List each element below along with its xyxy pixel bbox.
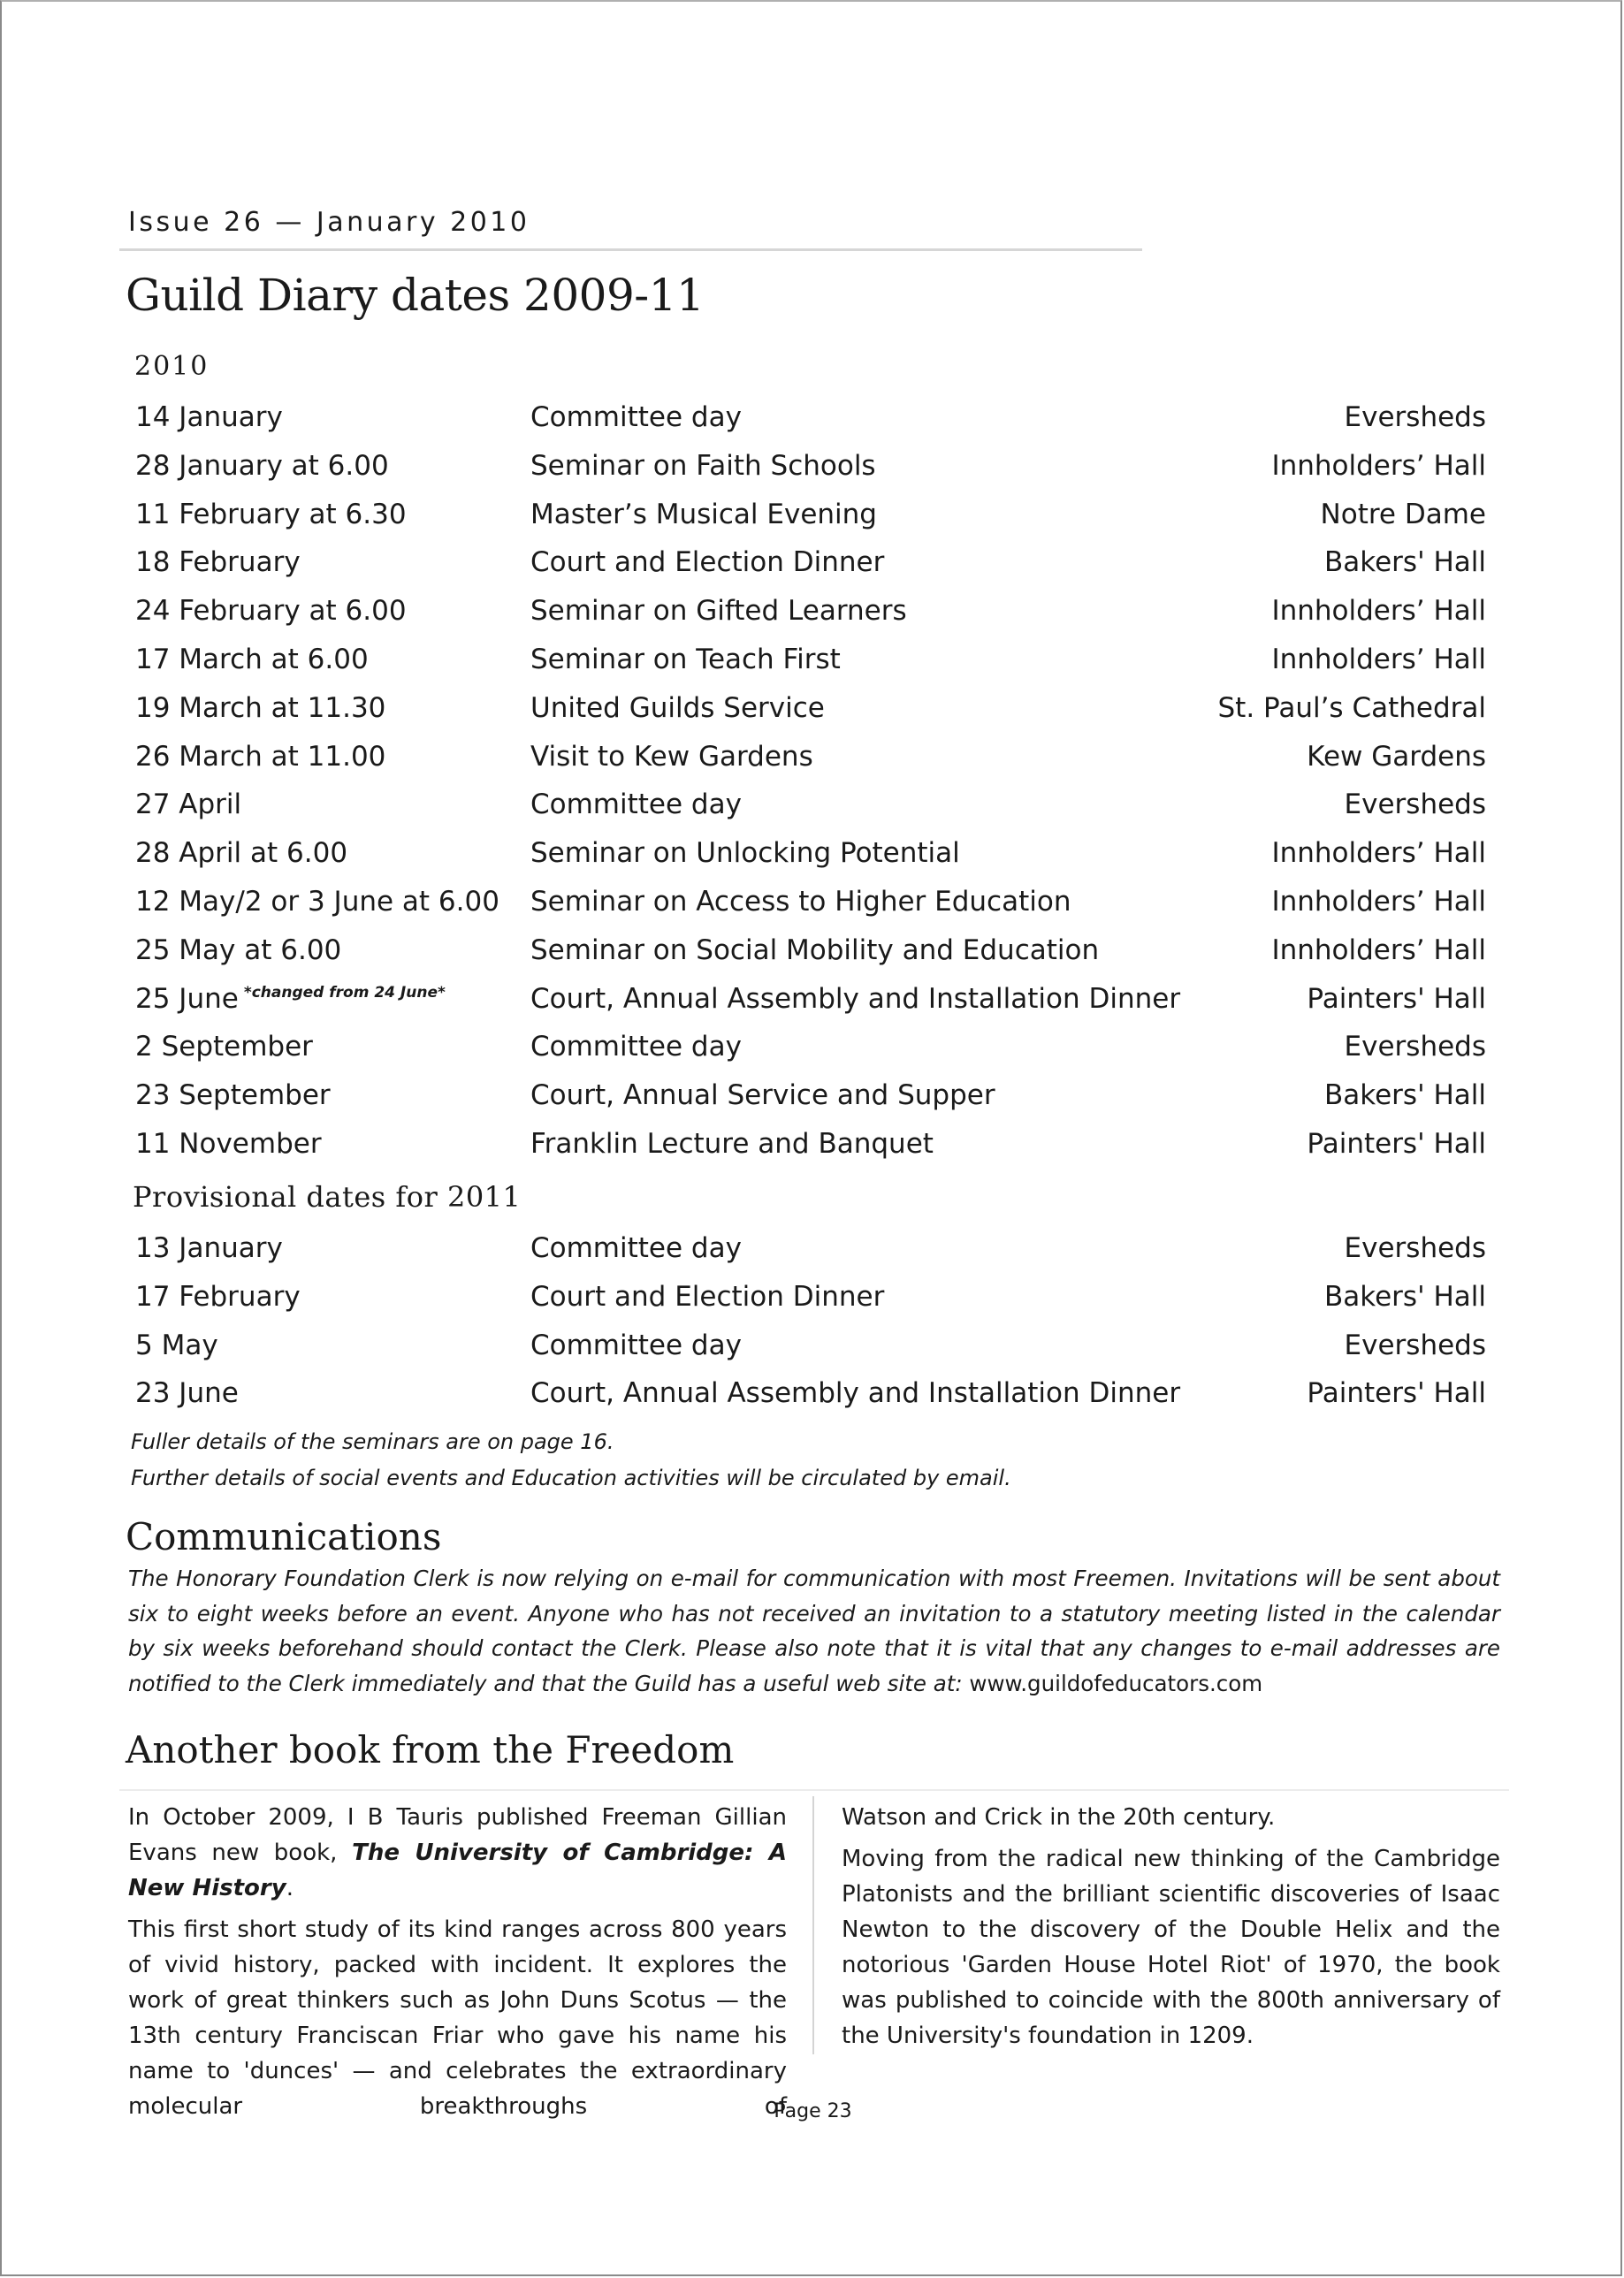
event-row <box>2 495 1624 530</box>
event-name: Seminar on Social Mobility and Education <box>530 933 1100 966</box>
event-name: Committee day <box>530 1329 742 1361</box>
event-name: Court and Election Dinner <box>530 546 885 579</box>
page-number: Page 23 <box>774 2100 852 2122</box>
event-venue: Bakers' Hall <box>1324 546 1486 579</box>
event-venue: Innholders’ Hall <box>1271 595 1486 628</box>
event-venue: Eversheds <box>1344 789 1486 821</box>
event-venue: Innholders’ Hall <box>1271 644 1486 675</box>
event-venue: Innholders’ Hall <box>1271 449 1486 482</box>
event-name: United Guilds Service <box>530 691 825 724</box>
event-venue: Painters' Hall <box>1307 1377 1486 1410</box>
diary-title: Guild Diary dates 2009-11 <box>126 270 705 321</box>
event-row <box>2 689 1624 724</box>
event-venue: Painters' Hall <box>1307 1128 1486 1160</box>
footnote-seminars: Fuller details of the seminars are on page 16. <box>131 1429 614 1454</box>
event-row <box>2 1277 1624 1313</box>
event-name: Seminar on Teach First <box>530 644 841 675</box>
date-change-note: *changed from 24 June* <box>243 983 446 1002</box>
event-name: Master’s Musical Evening <box>530 498 877 530</box>
event-row <box>2 543 1624 578</box>
event-venue: Eversheds <box>1344 1232 1486 1264</box>
event-venue: Notre Dame <box>1320 498 1486 530</box>
event-name: Seminar on Access to Higher Education <box>530 886 1071 918</box>
event-row <box>2 1374 1624 1409</box>
event-date: 28 April at 6.00 <box>135 837 348 870</box>
book-paragraph-2-continued: Watson and Crick in the 20th century. <box>842 1804 1276 1831</box>
event-date: 25 June $^{*changed from 24 June*}$ <box>135 982 446 1015</box>
event-name: Committee day <box>530 401 742 433</box>
event-date: 13 January <box>135 1232 283 1264</box>
event-date: 23 September <box>135 1079 331 1112</box>
event-name: Seminar on Faith Schools <box>530 449 876 482</box>
year-2010-heading: 2010 <box>134 351 210 382</box>
event-date: 28 January at 6.00 <box>135 449 389 482</box>
event-venue: Eversheds <box>1344 1031 1486 1063</box>
event-venue: Innholders’ Hall <box>1271 837 1486 870</box>
event-name: Seminar on Unlocking Potential <box>530 837 960 870</box>
event-date: 11 November <box>135 1128 322 1160</box>
communications-heading: Communications <box>126 1515 442 1558</box>
event-name: Court, Annual Assembly and Installation Dinner <box>530 1377 1181 1410</box>
event-row <box>2 834 1624 869</box>
event-date: 24 February at 6.00 <box>135 595 407 628</box>
event-date: 25 May at 6.00 <box>135 933 342 966</box>
event-venue: Innholders’ Hall <box>1271 933 1486 966</box>
website-link[interactable]: www.guildofeducators.com <box>969 1670 1263 1696</box>
event-date: 11 February at 6.30 <box>135 498 407 530</box>
book-section-rule <box>119 1789 1509 1791</box>
event-name: Franklin Lecture and Banquet <box>530 1128 934 1160</box>
event-date: 2 September <box>135 1031 313 1063</box>
book-intro: In October 2009, I B Tauris published Freeman Gillian Evans new book, The University of Cambridge: A New History. <box>128 1804 787 1901</box>
book-paragraph-3: Moving from the radical new thinking of the Cambridge Platonists and the brilliant scientific discoveries of Isaac Newton to the discovery of the Double Helix and the notorious 'Garden House Hotel Riot' of 1970, the book was published to coincide with the 800th anniversary of the University's foundation in 1209. <box>842 1846 1500 2049</box>
event-row <box>2 640 1624 675</box>
event-date: 19 March at 11.30 <box>135 691 386 724</box>
event-row <box>2 1326 1624 1361</box>
event-name: Committee day <box>530 789 742 821</box>
footnote-social-events: Further details of social events and Education activities will be circulated by email. <box>131 1466 1011 1490</box>
event-venue: Kew Gardens <box>1307 740 1486 773</box>
event-name: Visit to Kew Gardens <box>530 740 813 773</box>
event-row <box>2 446 1624 482</box>
communications-text: The Honorary Foundation Clerk is now relying on e-mail for communication with most Freemen. Invitations will be sent about six to eight weeks before an event. Anyone who has not received an invitation to a statutory meeting listed in the calendar by six weeks beforehand should contact the Clerk. Please also note that it is vital that any changes to e-mail addresses are notified to the Clerk immediately and that the Guild has a useful web site at: <box>128 1566 1500 1696</box>
event-row <box>2 737 1624 773</box>
event-venue: Painters' Hall <box>1307 982 1486 1015</box>
event-row <box>2 398 1624 433</box>
event-row <box>2 1027 1624 1063</box>
event-row <box>2 979 1624 1015</box>
event-name: Seminar on Gifted Learners <box>530 595 907 628</box>
event-date: 5 May <box>135 1329 218 1361</box>
event-date: 18 February <box>135 546 301 579</box>
event-name: Court, Annual Assembly and Installation Dinner <box>530 982 1181 1015</box>
issue-header: Issue 26 — January 2010 <box>128 207 530 238</box>
event-venue: Bakers' Hall <box>1324 1079 1486 1112</box>
event-date: 26 March at 11.00 <box>135 740 386 773</box>
column-divider <box>812 1796 814 2054</box>
event-row <box>2 882 1624 918</box>
event-venue: Innholders’ Hall <box>1271 886 1486 918</box>
event-date: 17 February <box>135 1280 301 1313</box>
event-date: 12 May/2 or 3 June at 6.00 <box>135 886 499 918</box>
event-venue: Eversheds <box>1344 1329 1486 1361</box>
event-date: 23 June <box>135 1377 239 1410</box>
event-name: Committee day <box>530 1031 742 1063</box>
event-row <box>2 785 1624 820</box>
book-title: The University of Cambridge: A New History <box>128 1840 787 1901</box>
event-row <box>2 591 1624 627</box>
book-paragraph-2: This first short study of its kind ranges across 800 years of vivid history, packed with incident. It explores the work of great thinkers such as John Duns Scotus — the 13th century Franciscan Friar who gave his name his name to 'dunces' — and celebrates the extraordinary molecular breakthroughs of <box>128 1916 787 2120</box>
book-column-left <box>128 1800 787 2130</box>
event-name: Court and Election Dinner <box>530 1280 885 1313</box>
event-name: Court, Annual Service and Supper <box>530 1079 995 1112</box>
header-rule <box>119 248 1142 251</box>
event-date: 27 April <box>135 789 242 821</box>
event-row <box>2 931 1624 966</box>
event-venue: Eversheds <box>1344 401 1486 433</box>
event-venue: Bakers' Hall <box>1324 1280 1486 1313</box>
event-date: 17 March at 6.00 <box>135 644 369 675</box>
event-row <box>2 1124 1624 1160</box>
event-row <box>2 1076 1624 1111</box>
communications-paragraph <box>128 1561 1500 1701</box>
event-venue: St. Paul’s Cathedral <box>1217 691 1486 724</box>
event-date: 14 January <box>135 401 283 433</box>
provisional-heading: Provisional dates for 2011 <box>133 1180 522 1214</box>
event-row <box>2 1229 1624 1264</box>
book-heading: Another book from the Freedom <box>126 1728 735 1771</box>
event-name: Committee day <box>530 1232 742 1264</box>
book-column-right <box>842 1800 1500 2060</box>
